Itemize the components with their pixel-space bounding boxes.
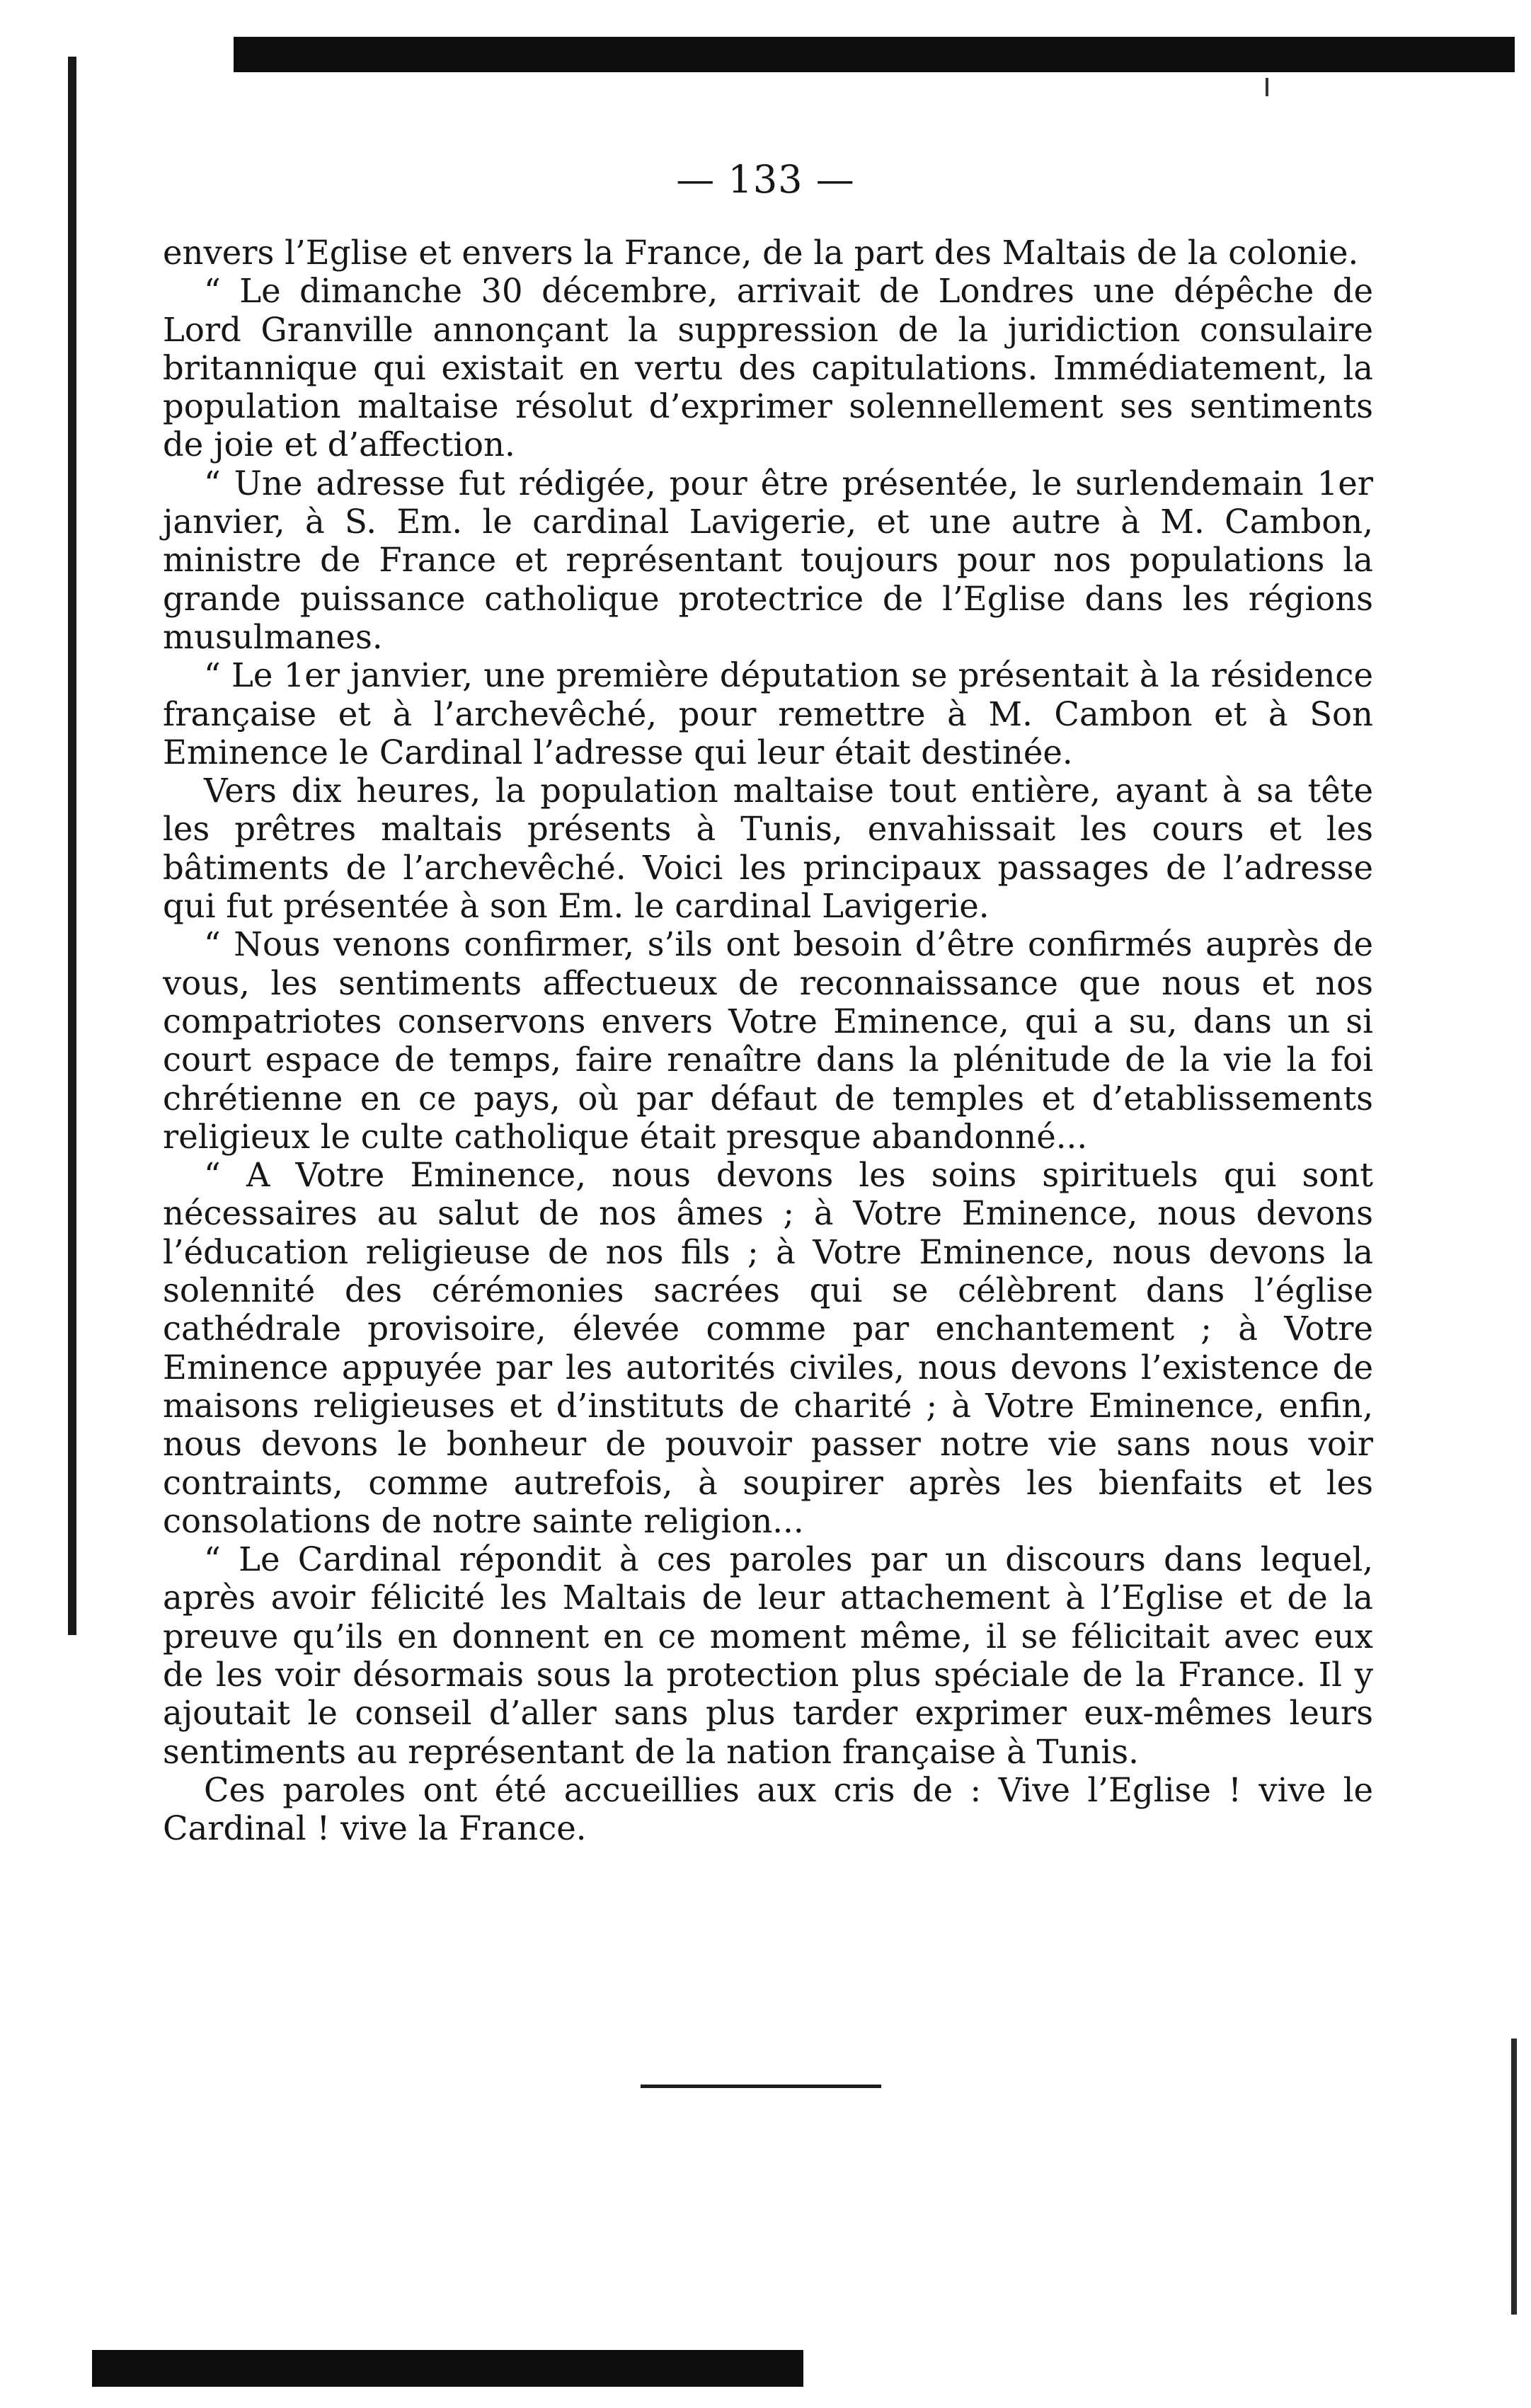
paragraph-5: Vers dix heures, la population maltaise tout entière, ayant à sa tête les prêtres maltais présents à Tunis, envahissait les cours et les bâtiments de l’archevêché. Voici les principaux passages de l’adresse qui fut présentée à son Em. le cardinal Lavigerie. — [163, 772, 1373, 926]
paragraph-1: envers l’Eglise et envers la France, de la part des Maltais de la colonie. — [163, 234, 1359, 272]
paragraph-9: Ces paroles ont été accueillies aux cris de : Vive l’Eglise ! vive le Cardinal ! vive la France. — [163, 1770, 1373, 1848]
paragraph-3: “ Une adresse fut rédigée, pour être présentée, le surlendemain 1er janvier, à S. Em. le cardinal Lavigerie, et une autre à M. Cambon, ministre de France et représentant toujours pour nos populations la grande puissance catholique protectrice de l’Eglise dans les régions musulmanes. — [163, 464, 1373, 656]
page-body — [163, 234, 1373, 1847]
paragraph-2: “ Le dimanche 30 décembre, arrivait de Londres une dépêche de Lord Granville annonçant la suppression de la juridiction consulaire britannique qui existait en vertu des capitulations. Immédiatement, la population maltaise résolut d’exprimer solennellement ses sentiments de joie et d’affection. — [163, 272, 1373, 464]
scan-right-edge — [1511, 2039, 1517, 2315]
scan-left-edge — [68, 57, 76, 1635]
scan-bottom-border — [92, 2350, 803, 2387]
scan-top-border — [234, 37, 1515, 72]
paragraph-8: “ Le Cardinal répondit à ces paroles par un discours dans lequel, après avoir félicité les Maltais de leur attachement à l’Eglise et de la preuve qu’ils en donnent en ce moment même, il se félicitait avec eux de les voir désormais sous la protection plus spéciale de la France. Il y ajoutait le conseil d’aller sans plus tarder exprimer eux-mêmes leurs sentiments au représentant de la nation française à Tunis. — [163, 1540, 1373, 1771]
section-divider — [641, 2085, 881, 2088]
paragraph-4: “ Le 1er janvier, une première députation se présentait à la résidence française et à l’archevêché, pour remettre à M. Cambon et à Son Eminence le Cardinal l’adresse qui leur était destinée. — [163, 656, 1373, 772]
scan-mark — [1266, 78, 1268, 96]
paragraph-6: “ Nous venons confirmer, s’ils ont besoin d’être confirmés auprès de vous, les sentiments affectueux de reconnaissance que nous et nos compatriotes conservons envers Votre Eminence, qui a su, dans un si court espace de temps, faire renaître dans la plénitude de la vie la foi chrétienne en ce pays, où par défaut de temples et d’etablissements religieux le culte catholique était presque abandonné... — [163, 925, 1373, 1156]
page-number: — 133 — — [676, 157, 855, 202]
paragraph-7: “ A Votre Eminence, nous devons les soins spirituels qui sont nécessaires au salut de nos âmes ; à Votre Eminence, nous devons l’éducation religieuse de nos fils ; à Votre Eminence, nous devons la solennité des cérémonies sacrées qui se célèbrent dans l’église cathédrale provisoire, élevée comme par enchantement ; à Votre Eminence appuyée par les autorités civiles, nous devons l’existence de maisons religieuses et d’instituts de charité ; à Votre Eminence, enfin, nous devons le bonheur de pouvoir passer notre vie sans nous voir contraints, comme autrefois, à soupirer après les bienfaits et les consolations de notre sainte religion... — [163, 1156, 1373, 1540]
